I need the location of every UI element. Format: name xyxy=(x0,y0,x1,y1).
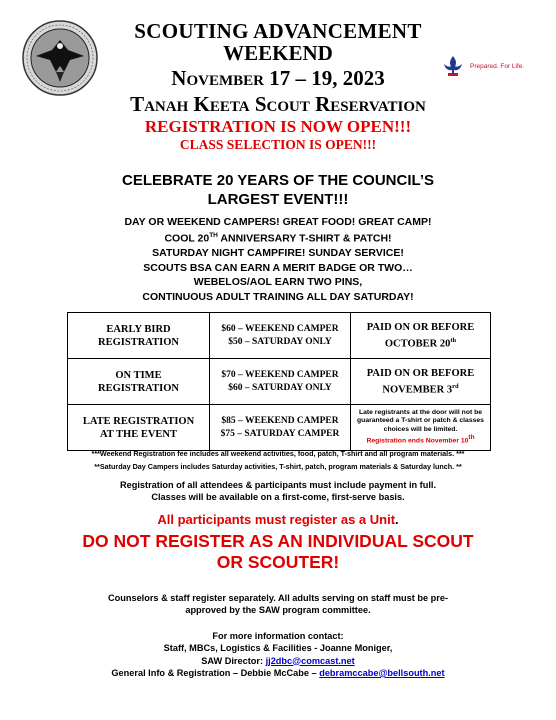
table-row: LATE REGISTRATION AT THE EVENT $85 – WEEKEND CAMPER $75 – SATURDAY CAMPER Late registrants at the door will not be guaranteed a T-shirt or patch & classes choices will be limited. Registration ends November 10th xyxy=(68,405,491,451)
event-highlights: DAY OR WEEKEND CAMPERS! GREAT FOOD! GREAT CAMP! COOL 20TH ANNIVERSARY T-SHIRT & PATCH! SATURDAY NIGHT CAMPFIRE! SUNDAY SERVICE! SCOUTS BSA CAN EARN A MERIT BADGE OR TWO… WEBELOS/AOL EARN TWO PINS, CONTINUOUS ADULT TRAINING ALL DAY SATURDAY! xyxy=(124,216,432,303)
general-email-link[interactable]: debramccabe@bellsouth.net xyxy=(319,667,445,678)
saturday-fee-note: **Saturday Day Campers includes Saturday activities, T-shirt, patch, program materials & Saturday lunch. ** xyxy=(94,462,462,471)
registration-policy: Registration of all attendees & participants must include payment in full. Classes will be available on a first-come, first-serve basis. xyxy=(120,480,436,503)
fee-table xyxy=(67,312,491,451)
director-email-link[interactable]: jj2dbc@comcast.net xyxy=(265,655,355,666)
contact-info: For more information contact: Staff, MBCs, Logistics & Facilities - Joanne Moniger, SAW Director: jj2dbc@comcast.net General Info & Registration – Debbie McCabe – debramccabe@bellsouth.net xyxy=(111,631,445,678)
individual-warning: DO NOT REGISTER AS AN INDIVIDUAL SCOUT OR SCOUTER! xyxy=(82,531,474,572)
class-selection-banner: CLASS SELECTION IS OPEN!!! xyxy=(179,137,377,152)
bsa-tagline: Prepared. For Life. xyxy=(470,63,525,70)
event-dates: November 17 – 19, 2023 xyxy=(171,66,385,90)
table-row: ON TIME REGISTRATION $70 – WEEKEND CAMPER $60 – SATURDAY ONLY PAID ON OR BEFORE NOVEMBER 3rd xyxy=(68,359,491,405)
title-line-1: SCOUTING ADVANCEMENT xyxy=(134,19,422,43)
unit-registration-notice: All participants must register as a Unit. xyxy=(157,512,399,527)
weekend-fee-note: ***Weekend Registration fee includes all weekend activities, food, patch, T-shirt and all program materials. *** xyxy=(91,449,465,458)
registration-open-banner: REGISTRATION IS NOW OPEN!!! xyxy=(144,117,412,136)
event-location: Tanah Keeta Scout Reservation xyxy=(130,92,426,116)
title-line-2: WEEKEND xyxy=(223,41,333,65)
celebrate-heading: CELEBRATE 20 YEARS OF THE COUNCIL’S LARGEST EVENT!!! xyxy=(122,172,434,208)
counselor-notice: Counselors & staff register separately. All adults serving on staff must be pre- approved by the SAW program committee. xyxy=(107,593,449,616)
table-row: EARLY BIRD REGISTRATION $60 – WEEKEND CAMPER $50 – SATURDAY ONLY PAID ON OR BEFORE OCTOBER 20th xyxy=(68,313,491,359)
